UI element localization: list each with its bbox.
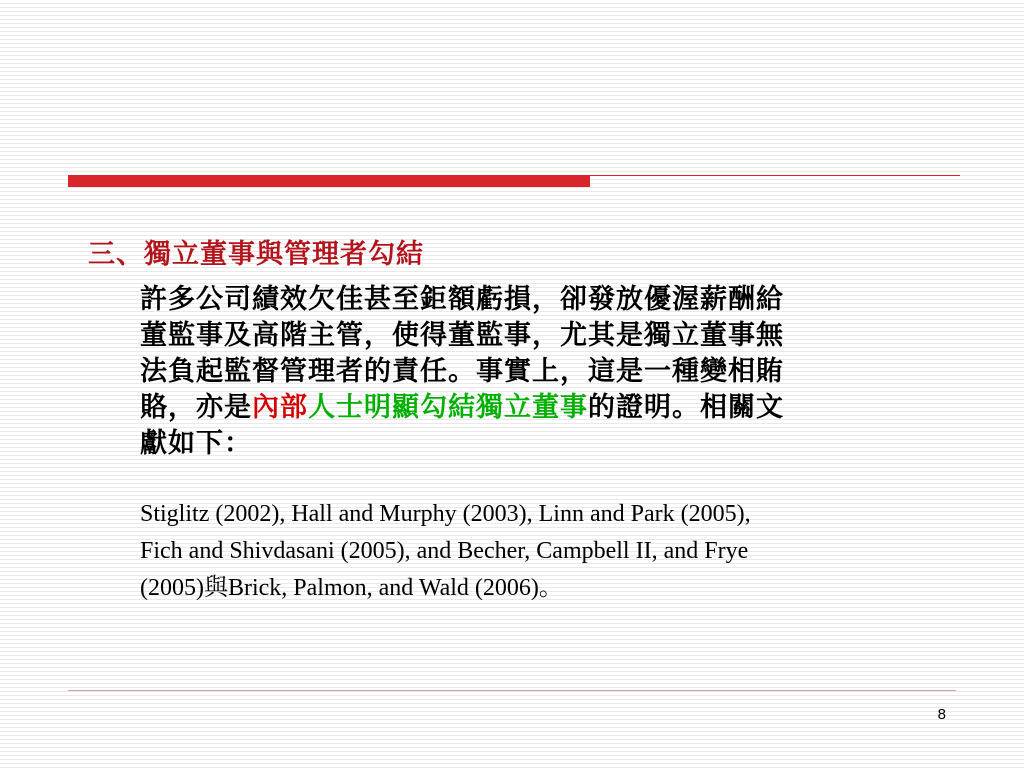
highlight-collusion: 人士明顯勾結獨立董事: [308, 392, 588, 423]
paragraph-line-4-lead: 賂，亦是: [140, 392, 252, 423]
paragraph-line-4: [140, 390, 940, 426]
section-title: 三、獨立董事與管理者勾結: [88, 239, 424, 270]
paragraph-line-5: 獻如下：: [140, 428, 252, 459]
references: [140, 496, 960, 607]
header-rule-thick: [68, 175, 590, 187]
highlight-inner: 內部: [252, 392, 308, 423]
reference-line-2: Fich and Shivdasani (2005), and Becher, Campbell II, and Frye: [140, 538, 749, 564]
page-number: 8: [937, 706, 946, 723]
reference-line-1: Stiglitz (2002), Hall and Murphy (2003), Linn and Park (2005),: [140, 501, 751, 527]
body-paragraph: [140, 282, 940, 462]
paragraph-line-2: 董監事及高階主管，使得董監事，尤其是獨立董事無: [140, 320, 784, 351]
footer-rule: [68, 690, 956, 691]
reference-line-3: (2005)與Brick, Palmon, and Wald (2006)。: [140, 575, 563, 601]
paragraph-line-3: 法負起監督管理者的責任。事實上，這是一種變相賄: [140, 356, 784, 387]
paragraph-line-1: 許多公司績效欠佳甚至鉅額虧損，卻發放優渥薪酬給: [140, 284, 784, 315]
header-rule-thin: [590, 175, 960, 176]
paragraph-line-4-tail: 的證明。相關文: [588, 392, 784, 423]
